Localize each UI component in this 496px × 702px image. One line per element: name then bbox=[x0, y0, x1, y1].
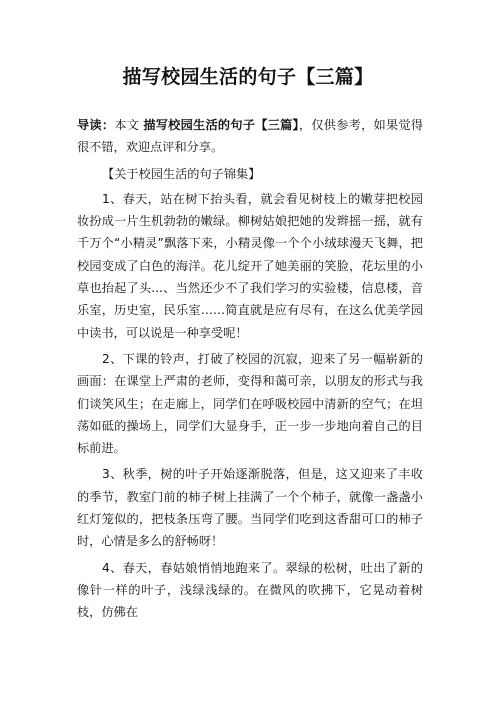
paragraph-2: 2、下课的铃声，打破了校园的沉寂，迎来了另一幅崭新的画面：在课堂上严肃的老师，变得和蔼可亲，以朋友的形式与我们谈笑风生；在走廊上，同学们在呼吸校园中清新的空气；在坦荡如砥的操场上，同学们大显身手，正一步一步地向着自己的目标前进。 bbox=[77, 351, 423, 456]
paragraph-4: 4、春天，春姑娘悄悄地跑来了。翠绿的松树，吐出了新的像针一样的叶子，浅绿浅绿的。在微风的吹拂下，它晃动着树枝，仿佛在 bbox=[77, 560, 423, 620]
lead-title-reference: 描写校园生活的句子【三篇】 bbox=[143, 118, 299, 132]
document-body bbox=[77, 114, 423, 624]
paragraph-3: 3、秋季，树的叶子开始逐渐脱落，但是，这又迎来了丰收的季节，教室门前的柿子树上挂满了一个个柿子，就像一盏盏小红灯笼似的，把枝条压弯了腰。当同学们吃到这香甜可口的柿子时，心情是多么的舒畅呀！ bbox=[77, 467, 423, 549]
lead-label: 导读： bbox=[77, 118, 115, 132]
lead-suffix: ，仅供参考，如果觉得很不错，欢迎点评和分享。 bbox=[77, 118, 424, 155]
paragraph-1: 1、春天，站在树下抬头看，就会看见树枝上的嫩芽把校园妆扮成一片生机勃勃的嫩绿。柳树姑娘把她的发辫摇一摇，就有千万个“小精灵”飘落下来，小精灵像一个个小绒球漫天飞舞，把校园变成了白色的海洋。花儿绽开了她美丽的笑脸，花坛里的小草也抬起了头...、当然还少不了我们学习的实验楼，信息楼，音乐室，历史室，民乐室……简直就是应有尽有，在这么优美学园中读书，可以说是一种享受呢！ bbox=[77, 191, 423, 340]
document-title: 描写校园生活的句子【三篇】 bbox=[122, 66, 374, 88]
lead-paragraph bbox=[77, 114, 423, 159]
lead-prefix: 本文 bbox=[114, 118, 144, 132]
section-heading: 【关于校园生活的句子锦集】 bbox=[102, 166, 261, 181]
